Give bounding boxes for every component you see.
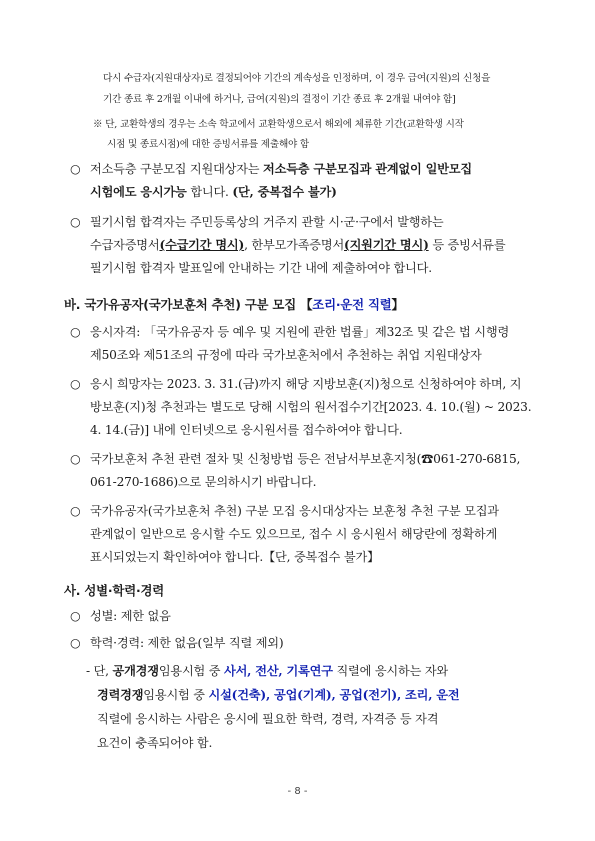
ba-item-3-text-1: 국가보훈처 추천 관련 절차 및 신청방법 등은 전남서부보훈지청(☎061-270-6815, bbox=[90, 452, 521, 466]
ba-item-1-line-1 bbox=[70, 323, 509, 340]
sa-sub-c: 사서, 전산, 기록연구 bbox=[224, 664, 333, 678]
sa-sub-b: 임용시험 중 bbox=[158, 664, 225, 678]
low-income-text-c: 시험에도 응시가능 bbox=[90, 185, 187, 199]
section-ba-bracket-close: 】 bbox=[391, 297, 404, 312]
low-income-line-2 bbox=[90, 183, 337, 200]
section-ba-highlight: 조리·운전 직렬 bbox=[312, 297, 392, 312]
sa-item-2-text: 학력·경력: 제한 없음(일부 직렬 제외) bbox=[90, 636, 284, 650]
ba-item-1-text-1: 응시자격: 「국가유공자 등 예우 및 지원에 관한 법률」제32조 및 같은 법 시행령 bbox=[90, 325, 510, 339]
sa-sub-f: 임용시험 중 bbox=[143, 688, 209, 702]
docs-line-3: 필기시험 합격자 발표일에 안내하는 기간 내에 제출하여야 합니다. bbox=[90, 261, 432, 275]
ba-item-2-line-1 bbox=[70, 375, 521, 392]
section-ba-bracket-open: 【 bbox=[300, 297, 313, 312]
docs-line-1 bbox=[70, 213, 443, 230]
top-note-line-1: 다시 수급자(지원대상자)로 결정되어야 기간의 계속성을 인정하며, 이 경우 급여(지원)의 신청을 bbox=[103, 73, 491, 84]
exchange-note-line-2: 시점 및 종료시점)에 대한 증빙서류를 제출해야 함 bbox=[107, 139, 309, 150]
ba-item-3-line-1 bbox=[70, 450, 520, 467]
ba-item-1-line-2: 제50조와 제51조의 규정에 따라 국가보훈처에서 추천하는 취업 지원대상자 bbox=[90, 348, 482, 362]
docs-text-1: 필기시험 합격자는 주민등록상의 거주지 관할 시·군·구에서 발행하는 bbox=[90, 215, 444, 229]
bullet: ○ bbox=[70, 215, 81, 229]
ba-item-3-line-2: 061-270-1686)으로 문의하시기 바랍니다. bbox=[90, 475, 317, 489]
section-ba-heading bbox=[64, 295, 404, 313]
exchange-note-line-1: ※ 단, 교환학생의 경우는 소속 학교에서 교환학생으로서 해외에 체류한 기간(교환학생 시작 bbox=[93, 119, 464, 130]
section-sa-heading: 사. 성별·학력·경력 bbox=[64, 583, 165, 598]
low-income-text-e: (단, 중복접수 불가) bbox=[232, 185, 337, 199]
sa-sub-g: 시설(건축), 공업(기계), 공업(전기), 조리, 운전 bbox=[208, 688, 460, 702]
sa-sub-line-2 bbox=[97, 686, 459, 703]
sa-sub-line-3: 직렬에 응시하는 사람은 응시에 필요한 학력, 경력, 자격증 등 자격 bbox=[97, 712, 439, 726]
sa-sub-e: 경력경쟁 bbox=[97, 688, 144, 702]
ba-item-2-line-2: 방보훈(지)청 추천과는 별도로 당해 시험의 원서접수기간[2023. 4. 10.(월) ~ 2023. bbox=[90, 400, 532, 414]
bullet: ○ bbox=[70, 609, 81, 623]
ba-item-4-text-1: 국가유공자(국가보훈처 추천) 구분 모집 응시대상자는 보훈청 추천 구분 모집과 bbox=[90, 504, 499, 518]
sa-sub-a: 공개경쟁 bbox=[112, 664, 159, 678]
bullet: ○ bbox=[70, 504, 81, 518]
ba-item-2-line-3: 4. 14.(금)] 내에 인터넷으로 응시원서를 접수하여야 합니다. bbox=[90, 423, 403, 437]
ba-item-4-line-3: 표시되었는지 확인하여야 합니다.【단, 중복접수 불가】 bbox=[90, 550, 380, 564]
bullet: ○ bbox=[70, 325, 81, 339]
docs-text-b: (수급기간 명시) bbox=[159, 238, 245, 252]
low-income-line-1 bbox=[70, 160, 472, 177]
section-ba-title: 바. 국가유공자(국가보훈처 추천) 구분 모집 bbox=[64, 297, 301, 312]
sa-sub-line-4: 요건이 충족되어야 함. bbox=[97, 736, 213, 750]
docs-text-c: , 한부모가족증명서 bbox=[244, 238, 345, 252]
sa-sub-dash: - 단, bbox=[86, 664, 113, 678]
ba-item-2-text-1: 응시 희망자는 2023. 3. 31.(금)까지 해당 지방보훈(지)청으로 신청하여야 하며, 지 bbox=[90, 377, 522, 391]
sa-sub-line-1 bbox=[86, 662, 448, 679]
sa-item-2 bbox=[70, 634, 283, 651]
bullet: ○ bbox=[70, 452, 81, 466]
bullet: ○ bbox=[70, 377, 81, 391]
sa-item-1-text: 성별: 제한 없음 bbox=[90, 609, 171, 623]
top-note-line-2: 기간 종료 후 2개월 이내에 하거나, 급여(지원)의 결정이 기간 종료 후 2개월 내여야 함] bbox=[103, 94, 456, 105]
bullet: ○ bbox=[70, 636, 81, 650]
sa-sub-d: 직렬에 응시하는 자와 bbox=[332, 664, 448, 678]
low-income-text-d: 합니다. bbox=[186, 185, 233, 199]
low-income-text-b: 저소득층 구분모집과 관계없이 일반모집 bbox=[263, 162, 472, 176]
docs-text-d: (지원기간 명시) bbox=[344, 238, 429, 252]
docs-text-a: 수급자증명서 bbox=[90, 238, 160, 252]
sa-item-1 bbox=[70, 607, 171, 624]
docs-text-e: 등 증빙서류를 bbox=[428, 238, 506, 252]
ba-item-4-line-2: 관계없이 일반으로 응시할 수도 있으므로, 접수 시 응시원서 해당란에 정확하게 bbox=[90, 527, 498, 541]
page-number: - 8 - bbox=[287, 786, 308, 797]
bullet: ○ bbox=[70, 162, 81, 176]
docs-line-2 bbox=[90, 236, 505, 253]
low-income-text-a: 저소득층 구분모집 지원대상자는 bbox=[90, 162, 264, 176]
ba-item-4-line-1 bbox=[70, 502, 499, 519]
